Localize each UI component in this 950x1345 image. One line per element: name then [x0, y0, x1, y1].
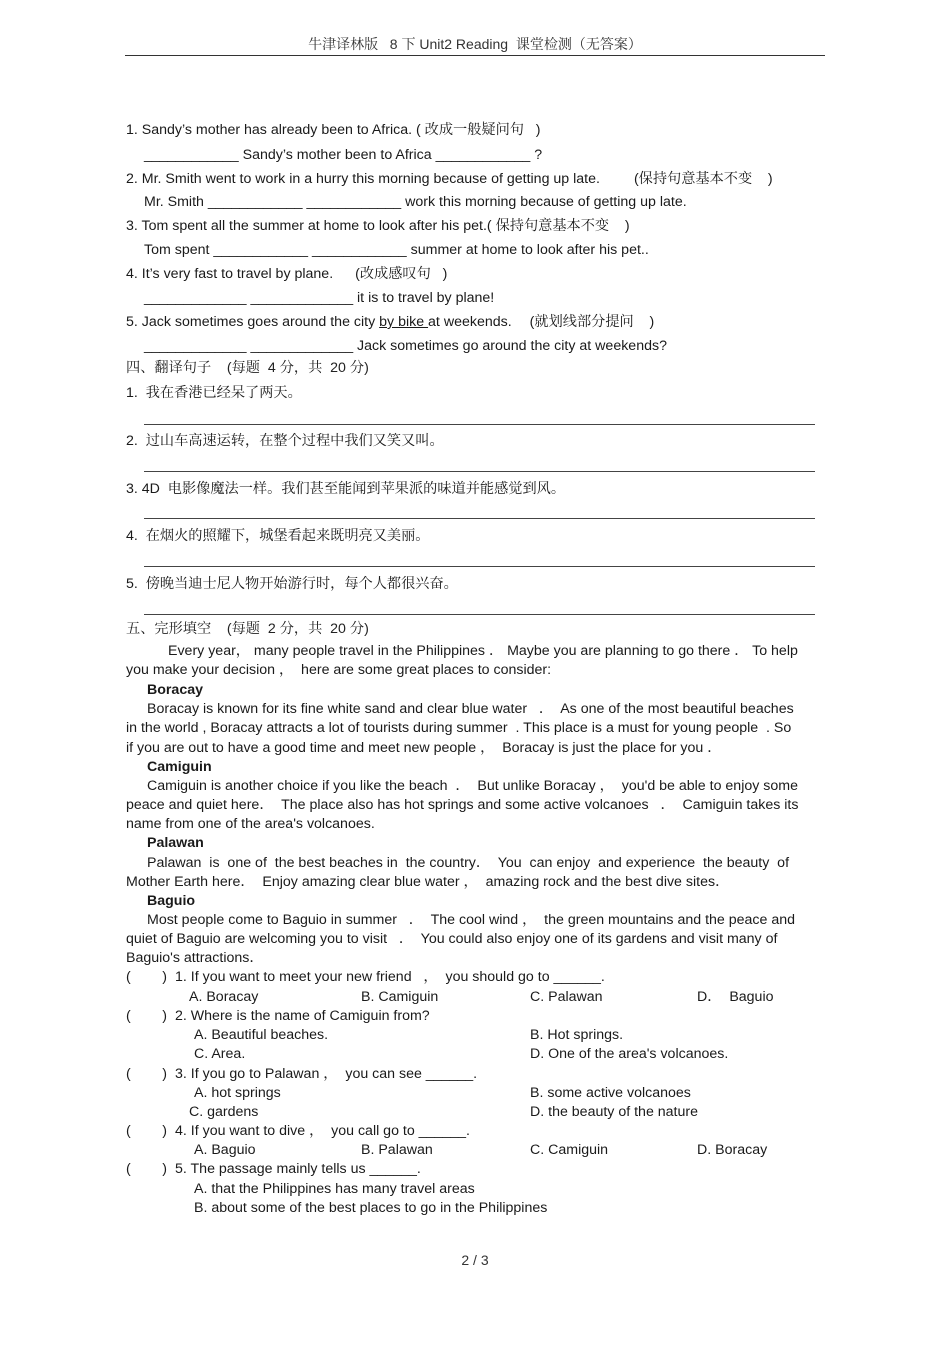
question-4-option-d[interactable]: D. Boracay — [697, 1142, 768, 1158]
question-4-option-c[interactable]: C. Camiguin — [530, 1142, 609, 1158]
rewrite-item-3: 3. Tom spent all the summer at home to look after his pet.( 保持句意基本不变 ) — [126, 218, 630, 234]
palawan-line-1: Palawan is one of the best beaches in the country． You can enjoy and experience the beauty of — [147, 855, 790, 871]
question-4-stem: 4. If you want to dive ， you call go to ______. — [175, 1123, 470, 1139]
translate-item-4: 4. 在烟火的照耀下，城堡看起来既明亮又美丽。 — [126, 528, 430, 544]
palawan-line-2: Mother Earth here． Enjoy amazing clear blue water ， amazing rock and the best dive sites． — [126, 874, 730, 890]
question-3-option-c[interactable]: C. gardens — [189, 1104, 259, 1120]
translate-answer-line-2[interactable] — [144, 471, 815, 472]
underlined-phrase: by bike — [379, 314, 429, 330]
question-1-answer-paren[interactable]: ( ) — [126, 969, 167, 985]
question-1-option-d[interactable]: D． Baguio — [697, 989, 774, 1005]
rewrite-answer-5[interactable]: _____________ _____________ Jack sometimes go around the city at weekends? — [144, 338, 667, 354]
question-2-stem: 2. Where is the name of Camiguin from? — [175, 1008, 430, 1024]
question-3-option-b[interactable]: B. some active volcanoes — [530, 1085, 691, 1101]
page-header-title: 牛津译林版 8 下 Unit2 Reading 课堂检测（无答案） — [308, 36, 642, 52]
camiguin-line-3: name from one of the area's volcanoes. — [126, 816, 375, 832]
question-1-stem: 1. If you want to meet your new friend ， you should go to ______. — [175, 969, 605, 985]
translate-item-1: 1. 我在香港已经呆了两天。 — [126, 385, 302, 401]
header-rule — [125, 55, 825, 56]
question-3-option-a[interactable]: A. hot springs — [194, 1085, 281, 1101]
camiguin-line-1: Camiguin is another choice if you like the beach ． But unlike Boracay ， you'd be able to enjoy some — [147, 778, 798, 794]
translate-heading: 四、翻译句子 (每题 4 分，共 20 分) — [126, 360, 369, 376]
cloze-intro-line-1: Every year， many people travel in the Philippines ． Maybe you are planning to go there ． To help — [168, 643, 798, 659]
camiguin-title: Camiguin — [147, 759, 212, 775]
rewrite-answer-2[interactable]: Mr. Smith ____________ ____________ work this morning because of getting up late. — [144, 194, 687, 210]
baguio-line-1: Most people come to Baguio in summer ． The cool wind ， the green mountains and the peace and — [147, 912, 796, 928]
translate-item-3: 3. 4D 电影像魔法一样。我们甚至能闻到苹果派的味道并能感觉到风。 — [126, 481, 566, 497]
translate-answer-line-1[interactable] — [144, 424, 815, 425]
translate-answer-line-3[interactable] — [144, 518, 815, 519]
translate-item-5: 5. 傍晚当迪士尼人物开始游行时，每个人都很兴奋。 — [126, 576, 458, 592]
question-4-option-a[interactable]: A. Baguio — [194, 1142, 256, 1158]
question-3-stem: 3. If you go to Palawan ， you can see ______. — [175, 1066, 478, 1082]
question-2-option-b[interactable]: B. Hot springs. — [530, 1027, 624, 1043]
question-2-answer-paren[interactable]: ( ) — [126, 1008, 167, 1024]
question-3-answer-paren[interactable]: ( ) — [126, 1066, 167, 1082]
boracay-title: Boracay — [147, 682, 203, 698]
cloze-heading: 五、完形填空 (每题 2 分，共 20 分) — [126, 621, 369, 637]
question-1-option-c[interactable]: C. Palawan — [530, 989, 603, 1005]
question-5-answer-paren[interactable]: ( ) — [126, 1161, 167, 1177]
baguio-title: Baguio — [147, 893, 196, 909]
question-2-option-d[interactable]: D. One of the area's volcanoes. — [530, 1046, 729, 1062]
rewrite-item-2: 2. Mr. Smith went to work in a hurry this morning because of getting up late. (保持句意基本不变 ) — [126, 171, 773, 187]
question-5-stem: 5. The passage mainly tells us ______. — [175, 1161, 421, 1177]
question-3-option-d[interactable]: D. the beauty of the nature — [530, 1104, 698, 1120]
palawan-title: Palawan — [147, 835, 204, 851]
boracay-line-3: if you are out to have a good time and meet new people ， Boracay is just the place for you ． — [126, 740, 722, 756]
question-4-answer-paren[interactable]: ( ) — [126, 1123, 167, 1139]
question-1-option-a[interactable]: A. Boracay — [189, 989, 259, 1005]
rewrite-answer-4[interactable]: _____________ _____________ it is to travel by plane! — [144, 290, 495, 306]
cloze-intro-line-2: you make your decision ， here are some great places to consider: — [126, 662, 552, 678]
baguio-line-2: quiet of Baguio are welcoming you to visit ． You could also enjoy one of its gardens and visit many of — [126, 931, 778, 947]
camiguin-line-2: peace and quiet here． The place also has hot springs and some active volcanoes ． Camiguin takes its — [126, 797, 799, 813]
rewrite-item-4: 4. It’s very fast to travel by plane. (改成感叹句 ) — [126, 266, 448, 282]
page-number: 2 / 3 — [461, 1252, 489, 1268]
rewrite-answer-3[interactable]: Tom spent ____________ ____________ summer at home to look after his pet.. — [144, 242, 649, 258]
boracay-line-2: in the world , Boracay attracts a lot of tourists during summer . This place is a must for young people . So — [126, 720, 792, 736]
translate-answer-line-4[interactable] — [144, 566, 815, 567]
rewrite-item-5: 5. Jack sometimes goes around the city by bike at weekends. (就划线部分提问 ) — [126, 314, 655, 330]
question-4-option-b[interactable]: B. Palawan — [361, 1142, 433, 1158]
question-2-option-c[interactable]: C. Area. — [194, 1046, 246, 1062]
question-5-option-b[interactable]: B. about some of the best places to go in the Philippines — [194, 1200, 548, 1216]
boracay-line-1: Boracay is known for its fine white sand and clear blue water ． As one of the most beautiful beaches — [147, 701, 794, 717]
baguio-line-3: Baguio's attractions． — [126, 950, 264, 966]
question-1-option-b[interactable]: B. Camiguin — [361, 989, 439, 1005]
rewrite-answer-1[interactable]: ____________ Sandy’s mother been to Africa ____________ ? — [144, 147, 543, 163]
question-2-option-a[interactable]: A. Beautiful beaches. — [194, 1027, 329, 1043]
translate-answer-line-5[interactable] — [144, 614, 815, 615]
question-5-option-a[interactable]: A. that the Philippines has many travel areas — [194, 1181, 475, 1197]
translate-item-2: 2. 过山车高速运转，在整个过程中我们又笑又叫。 — [126, 433, 444, 449]
rewrite-item-1: 1. Sandy’s mother has already been to Africa. ( 改成一般疑问句 ) — [126, 122, 541, 138]
